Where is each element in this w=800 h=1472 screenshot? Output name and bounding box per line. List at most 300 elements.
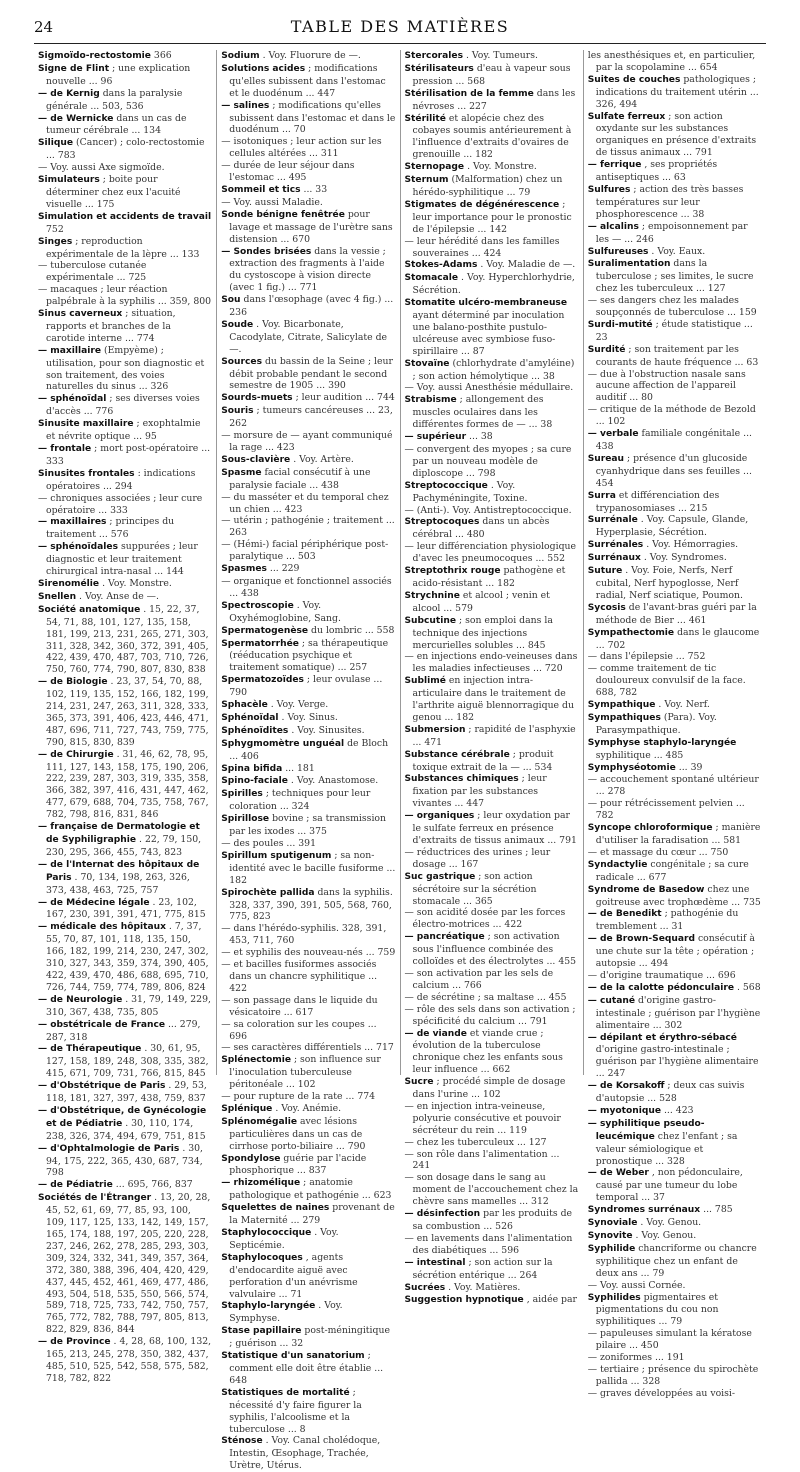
entry-term: Syphilides (587, 1292, 641, 1303)
entry-references: — pour rupture de la rate ... 774 (221, 1091, 376, 1103)
entry-references: ; modifications qu'elles subissent dans l'estomac et le duodénum ... 447 (229, 62, 386, 99)
entry-term: Stovaïne (404, 358, 450, 369)
entry-term: Sinusite maxillaire (38, 419, 134, 430)
entry-term: — dépilant et érythro-sébacé (587, 1032, 737, 1043)
entry-term: — ferrique (587, 160, 642, 171)
index-entry (405, 931, 579, 968)
entry-term: — de Province (38, 1337, 111, 1348)
entry-references: — leur hérédité dans les familles souveraines ... 424 (404, 235, 560, 259)
index-entry (405, 431, 579, 444)
index-entry (405, 358, 579, 383)
entry-term: Spina bifida (221, 763, 283, 774)
index-entry (588, 490, 762, 515)
index-entry (221, 1300, 395, 1325)
index-entry (588, 514, 762, 539)
index-entry (588, 1364, 762, 1388)
entry-term: Statistiques de mortalité (221, 1387, 350, 1398)
index-entry (405, 382, 579, 394)
entry-references: . Voy. Nerf. (658, 699, 710, 711)
entry-term: Sténose (221, 1436, 263, 1447)
index-entry (221, 959, 395, 995)
entry-term: Sucre (404, 1077, 434, 1088)
entry-references: pathologiques ; indications du traitement utérin ... 326, 494 (595, 73, 759, 110)
entry-references: les anesthésiques et, en particulier, par la scopolamine ... 654 (587, 50, 756, 73)
entry-references: . Voy. Genou. (640, 1217, 702, 1229)
index-entry (588, 221, 762, 246)
entry-term: Sommeil et tics (221, 184, 301, 195)
entry-references: facial consécutif à une paralysie faciale ... 438 (229, 466, 371, 491)
entry-term: Solutions acides (221, 63, 306, 74)
entry-references: . Voy. Symphyse. (229, 1300, 343, 1325)
entry-references: . 13, 20, 28, 45, 52, 61, 69, 77, 85, 93, 100, 109, 117, 125, 133, 142, 149, 157, 165, 174, 188, 197, 205, 220, 228, 237, 246, 262, 278, 285, 293, 303, 309, 324, 332, 341, 349, 357, 364, 372, 380, 388, 396, 404, 420, 429, 437, 445, 452, 461, 469, 477, 486, 493, 504, 518, 535, 550, 566, 574, 589, 718, 725, 733, 742, 750, 757, 765, 772, 782, 788, 797, 805, 813, 822, 829, 836, 844 (46, 1192, 211, 1336)
entry-term: — de Neurologie (38, 994, 123, 1005)
index-entry (38, 1105, 212, 1143)
entry-references: d'eau à vapeur sous pression ... 568 (412, 62, 571, 87)
index-entry (38, 308, 212, 345)
entry-term: Surra (587, 490, 616, 501)
entry-references: — convergent des myopes ; sa cure par un nouveau modèle de diploscope ... 798 (404, 444, 572, 479)
entry-references: . 23, 102, 167, 230, 391, 391, 471, 775, 815 (46, 896, 206, 921)
index-entry (588, 1217, 762, 1230)
entry-term: Surrénales (587, 540, 644, 551)
entry-references: guérie par l'acide phosphorique ... 837 (229, 1152, 367, 1177)
index-entry (588, 428, 762, 453)
entry-references: ; techniques pour leur coloration ... 324 (229, 788, 371, 813)
index-entry (221, 197, 395, 209)
index-entry (405, 1137, 579, 1149)
entry-references: — tuberculose cutanée expérimentale ... 725 (38, 260, 147, 284)
index-entry (405, 992, 579, 1004)
entry-term: Suralimentation (587, 259, 671, 270)
index-entry (405, 174, 579, 199)
entry-references: ; empoisonnement par les — ... 246 (595, 220, 748, 245)
index-entry (221, 638, 395, 675)
entry-references: . 568 (736, 981, 761, 993)
entry-term: Sourds-muets (221, 393, 293, 404)
index-entry (221, 50, 395, 63)
entry-references: , ses propriétés antiseptiques ... 63 (595, 159, 718, 184)
index-entry (221, 1350, 395, 1387)
entry-term: Stérilité (404, 113, 446, 124)
index-entry (588, 369, 762, 405)
entry-references: ; ses diverses voies d'accès ... 776 (46, 393, 200, 418)
entry-references: — chroniques associées ; leur cure opératoire ... 333 (38, 492, 203, 516)
entry-term: Stomatite ulcéro-membraneuse (404, 298, 568, 309)
index-entry (38, 418, 212, 443)
index-entry (221, 563, 395, 576)
entry-term: — de Pédiatrie (38, 1180, 113, 1191)
index-entry (588, 404, 762, 428)
index-entry (38, 1336, 212, 1385)
entry-references: ... 785 (703, 1204, 733, 1216)
entry-term: — de l'Internat des hôpitaux de Paris (38, 859, 200, 883)
index-entry (221, 1116, 395, 1153)
entry-references: . Voy. Matières. (448, 1281, 521, 1293)
index-entry (588, 651, 762, 663)
index-entry (221, 1042, 395, 1054)
entry-term: — de la calotte pédonculaire (587, 982, 734, 993)
index-entry (588, 1230, 762, 1243)
index-entry (38, 393, 212, 418)
entry-term: Synovite (587, 1231, 633, 1241)
entry-term: Surdi-mutité (587, 319, 653, 330)
entry-references: (Empyème) ; utilisation, pour son diagnostic et son traitement, des voies naturelles du sinus ... 326 (46, 344, 205, 393)
entry-references: pour lavage et massage de l'urètre sans distension ... 670 (229, 208, 393, 245)
entry-references: — utérin ; pathogénie ; traitement ... 263 (221, 515, 395, 539)
entry-term: Sous-clavière (221, 454, 291, 465)
entry-term: — française de Dermatologie et de Syphiligraphie (38, 822, 200, 845)
index-entry (588, 246, 762, 259)
index-entry (221, 160, 395, 184)
entry-term: — myotonique (587, 1105, 661, 1116)
index-entry (588, 933, 762, 970)
entry-references: — Voy. aussi Anesthésie médullaire. (404, 382, 574, 394)
entry-term: — verbale (587, 429, 639, 440)
index-entry (405, 88, 579, 113)
entry-term: Spirochète pallida (221, 887, 315, 898)
entry-references: . Voy. Genou. (635, 1230, 697, 1241)
entry-term: — de Biologie (38, 677, 108, 688)
index-entry (405, 615, 579, 652)
index-entry (588, 774, 762, 798)
entry-references: ; exophtalmie et névrite optique ... 95 (46, 418, 201, 443)
entry-references: . Voy. Monstre. (102, 577, 172, 589)
entry-references: du lombric ... 558 (311, 624, 395, 636)
entry-references: — réductrices des urines ; leur dosage ... 167 (404, 846, 551, 870)
entry-term: Stigmates de dégénérescence (404, 199, 560, 210)
index-entry (221, 100, 395, 137)
index-entry (588, 627, 762, 652)
entry-term: Syndromes surrénaux (587, 1205, 701, 1216)
index-entry (405, 810, 579, 847)
entry-term: — de Korsakoff (587, 1081, 665, 1092)
index-entry (38, 1179, 212, 1192)
index-entry (405, 724, 579, 749)
entry-term: Stérilisation de la femme (404, 88, 534, 99)
index-entry (221, 136, 395, 160)
index-entry (221, 712, 395, 725)
entry-term: Sympathiques (587, 712, 661, 723)
index-entry (221, 1177, 395, 1202)
entry-references: — des poules ... 391 (221, 838, 316, 849)
entry-term: Sphygmomètre unguéal (221, 738, 345, 749)
index-entry (221, 600, 395, 625)
entry-term: Snellen (38, 591, 77, 602)
entry-references: ; une explication nouvelle ... 96 (46, 62, 191, 87)
index-entry (221, 1103, 395, 1116)
entry-references: — (Anti-). Voy. Antistreptococcique. (404, 504, 572, 516)
entry-references: . 30, 110, 174, 238, 326, 374, 494, 679, 751, 815 (46, 1117, 206, 1142)
entry-term: — de Wernicke (38, 113, 114, 124)
index-entry (588, 982, 762, 995)
entry-references: (Cancer) ; colo-rectostomie ... 783 (46, 137, 205, 162)
index-entry (221, 430, 395, 454)
entry-references: avec lésions particulières dans un cas de cirrhose porto-biliaire ... 790 (229, 1115, 366, 1152)
index-entry (221, 1091, 395, 1103)
entry-references: ... 229 (269, 563, 300, 575)
entry-references: — Voy. aussi Cornée. (587, 1279, 686, 1291)
entry-term: Sycosis (587, 602, 626, 613)
index-column-3 (400, 50, 583, 1306)
entry-references: ; produit toxique extrait de la — ... 534 (412, 748, 554, 773)
entry-references: ; situation, rapports et branches de la carotide interne ... 774 (46, 308, 176, 344)
entry-references: — leur différenciation physiologique d'avec les pneumocoques ... 552 (404, 541, 577, 565)
index-entry (405, 871, 579, 908)
entry-term: Streptocoques (404, 517, 480, 528)
entry-references: ; allongement des muscles oculaires dans les différentes formes de — ... 38 (412, 394, 553, 431)
index-column-2 (216, 50, 399, 1472)
entry-references: . Voy. Maladie de —. (480, 259, 576, 271)
entry-references: , agents d'endocardite aiguë avec perforation d'un anévrisme valvulaire ... 71 (229, 1251, 358, 1300)
entry-term: — d'Obstétrique, de Gynécologie et de Pédiatrie (38, 1105, 207, 1129)
entry-references: ; principes du traitement ... 576 (46, 516, 175, 541)
entry-references: . Voy. Monstre. (467, 161, 537, 173)
index-entry (405, 590, 579, 615)
entry-references: ... 181 (285, 762, 315, 774)
index-entry (38, 516, 212, 541)
entry-term: — d'Ophtalmologie de Paris (38, 1143, 180, 1154)
entry-references: ; son activation sous l'influence combinée des colloïdes et des électrolytes ... 455 (412, 931, 577, 968)
entry-references: et viande crue ; évolution de la tuberculose chronique chez les enfants sous leur influence ... 662 (412, 1027, 563, 1076)
running-header (0, 14, 800, 38)
index-entry (221, 1019, 395, 1043)
entry-references: suppurées ; leur diagnostic et leur traitement chirurgical intra-nasal ... 144 (46, 541, 198, 578)
index-entry (38, 821, 212, 859)
index-entry (221, 725, 395, 738)
entry-references: — ses dangers chez les malades soupçonnés de tuberculose ... 159 (587, 295, 757, 319)
entry-references: . 15, 22, 37, 54, 71, 88, 101, 127, 135, 158, 181, 199, 213, 231, 265, 271, 303, 311, 328, 342, 360, 372, 391, 405, 422, 439, 470, 487, 703, 710, 726, 750, 760, 774, 790, 807, 830, 838 (46, 603, 209, 676)
index-entry (221, 1153, 395, 1178)
entry-references: — critique de la méthode de Bezold ... 102 (587, 404, 756, 428)
index-entry (38, 994, 212, 1019)
entry-term: Sodium (221, 51, 260, 61)
entry-term: Sirenomélie (38, 578, 100, 589)
index-entry (38, 859, 212, 897)
entry-references: (Para). Voy. Parasympathique. (595, 711, 717, 736)
entry-references: dans un cas de tumeur cérébrale ... 134 (46, 112, 187, 137)
entry-references: chez l'enfant ; sa valeur sémiologique et pronostique ... 328 (595, 1130, 738, 1167)
entry-references: — graves développées au voisi- (587, 1387, 736, 1399)
index-entry (221, 887, 395, 924)
index-entry (221, 454, 395, 467)
index-entry (221, 405, 395, 430)
entry-term: Staphylo-laryngée (221, 1301, 316, 1312)
entry-references: . Voy. Syndromes. (643, 552, 727, 564)
index-entry (405, 1076, 579, 1101)
entry-term: Suites de couches (587, 74, 681, 85)
entry-references: dans la tuberculose ; ses limites, le sucre chez les tuberculeux ... 127 (595, 258, 754, 295)
index-entry (38, 1143, 212, 1180)
entry-references: ; pathogénie du tremblement ... 31 (595, 908, 739, 933)
entry-references: . Voy. Foie, Nerfs, Nerf cubital, Nerf hypoglosse, Nerf radial, Nerf sciatique, Poumon. (595, 565, 743, 601)
entry-references: ... 695, 766, 837 (115, 1179, 193, 1191)
index-entry (405, 1101, 579, 1137)
entry-references: — en injections endo-veineuses dans les maladies infectieuses ... 720 (404, 651, 578, 675)
index-entry (38, 88, 212, 113)
index-entry (38, 468, 212, 493)
index-column-4 (583, 50, 766, 1399)
index-entry (405, 1208, 579, 1233)
entry-references: ; sa non-identité avec le bacille fusiforme ... 182 (229, 849, 396, 886)
entry-term: Sphénoïdites (221, 725, 289, 736)
index-entry (38, 174, 212, 211)
entry-term: Suture (587, 566, 623, 577)
entry-references: — et massage du cœur ... 750 (587, 846, 729, 858)
entry-references: — papuleuses simulant la kératose pilaire ... 450 (587, 1328, 752, 1352)
entry-term: Silique (38, 138, 74, 149)
entry-term: Stokes-Adams (404, 260, 478, 271)
entry-references: post-méningitique ; guérison ... 32 (229, 1325, 390, 1350)
index-entry (38, 493, 212, 517)
entry-term: Singes (38, 236, 73, 247)
entry-term: Staphylocoques (221, 1252, 303, 1263)
entry-term: Sulfures (587, 184, 631, 195)
entry-references: , aidée par (526, 1294, 577, 1306)
entry-references: . Voy. Oxyhémoglobine, Sang. (229, 599, 341, 624)
index-entry (38, 604, 212, 676)
entry-references: dans un abcès cérébral ... 480 (412, 516, 550, 541)
index-entry (38, 50, 212, 63)
index-entry (38, 284, 212, 308)
entry-references: . 70, 134, 198, 263, 326, 373, 438, 463, 725, 757 (46, 871, 190, 896)
index-entry (588, 602, 762, 627)
index-entry (588, 111, 762, 160)
entry-term: — alcalins (587, 221, 639, 232)
entry-references: dans la syphilis. 328, 337, 390, 391, 505, 568, 760, 775, 823 (229, 886, 393, 923)
entry-references: d'origine gastro-intestinale ; guérison par l'hygiène alimentaire ... 247 (595, 1044, 759, 1080)
index-entry (38, 260, 212, 284)
index-entry (221, 738, 395, 763)
entry-term: Sureau (587, 453, 625, 464)
entry-references: ; leur importance pour le pronostic de l'épilepsie ... 142 (412, 198, 572, 235)
entry-references: ; étude statistique ... 23 (595, 318, 753, 343)
index-entry (405, 297, 579, 358)
entry-references: pathogène et acido-résistant ... 182 (412, 565, 566, 589)
entry-references: et alcool ; venin et alcool ... 579 (412, 589, 550, 614)
entry-references: ; boite pour déterminer chez eux l'acuité visuelle ... 175 (46, 174, 181, 210)
index-entry (405, 516, 579, 541)
index-entry (588, 1352, 762, 1364)
index-entry (588, 1105, 762, 1118)
entry-references: dans la paralysie générale ... 503, 536 (46, 87, 183, 112)
entry-references: . 31, 79, 149, 229, 310, 367, 438, 735, 805 (46, 993, 211, 1018)
entry-references: ; reproduction expérimentale de la lèpre ... 133 (46, 235, 200, 260)
index-entry (405, 1282, 579, 1295)
index-entry (405, 565, 579, 590)
entry-references: et alopécie chez des cobayes soumis antérieurement à l'influence d'extraits d'ovaires de grenouille ... 182 (412, 112, 572, 161)
index-entry (221, 319, 395, 356)
index-entry (588, 344, 762, 369)
entry-term: — de viande (404, 1028, 467, 1039)
entry-references: ; nécessité d'y faire figurer la syphilis, l'alcoolisme et la tuberculose ... 8 (229, 1386, 362, 1435)
entry-references: . 31, 46, 62, 78, 95, 111, 127, 143, 158, 175, 190, 206, 222, 239, 287, 303, 319, 335, 358, 366, 382, 397, 416, 431, 447, 462, 477, 679, 688, 704, 735, 758, 767, 782, 798, 816, 831, 846 (46, 748, 209, 821)
entry-term: Syphilide (587, 1243, 636, 1254)
entry-term: — de Thérapeutique (38, 1044, 142, 1055)
index-entry (405, 480, 579, 505)
entry-references: ; présence d'un glucoside cyanhydrique dans ses feuilles ... 454 (595, 452, 752, 489)
entry-term: — de Benedikt (587, 909, 662, 920)
index-entry (221, 1227, 395, 1252)
entry-term: Symphyséotomie (587, 762, 676, 773)
entry-term: Surrénale (587, 515, 638, 526)
entry-term: — désinfection (404, 1209, 481, 1220)
entry-term: Spirillose (221, 814, 270, 825)
entry-term: Sternopage (404, 162, 465, 173)
index-entry (405, 1149, 579, 1173)
index-entry (221, 1054, 395, 1091)
index-entry (405, 50, 579, 63)
entry-term: — syphilitique pseudo-leucémique (587, 1118, 705, 1142)
index-entry (38, 137, 212, 162)
entry-references: ; comment elle doit être établie ... 648 (229, 1350, 384, 1386)
index-entry (405, 1294, 579, 1307)
entry-term: — organiques (404, 811, 475, 822)
entry-references: — isotoniques ; leur action sur les cellules altérées ... 311 (221, 136, 382, 160)
index-entry (221, 788, 395, 813)
entry-references: ... 423 (663, 1104, 694, 1116)
entry-references: familiale congénitale ... 438 (595, 428, 752, 452)
entry-references: chancriforme ou chancre syphilitique chez un enfant de deux ans ... 79 (595, 1242, 757, 1279)
entry-term: Spasme (221, 467, 262, 478)
index-entry (221, 850, 395, 887)
entry-references: : indications opératoires ... 294 (46, 467, 196, 492)
index-entry (588, 1118, 762, 1168)
entry-references: — rôle des sels dans son activation ; spécificité du calcium ... 791 (404, 1003, 576, 1027)
entry-references: . Voy. Verge. (270, 699, 329, 711)
entry-references: . Voy. Anémie. (275, 1102, 342, 1114)
index-entry (221, 1252, 395, 1301)
entry-references: . Voy. Pachyméningite, Toxine. (412, 479, 528, 504)
entry-references: ; sa thérapeutique (rééducation psychique et traitement somatique) ... 257 (229, 637, 389, 674)
entry-references: ; son emploi dans la technique des injections mercurielles solubles ... 845 (412, 614, 553, 651)
entry-references: de l'avant-bras guéri par la méthode de Bier ... 461 (595, 601, 757, 626)
index-entry (38, 1080, 212, 1105)
index-entry (221, 356, 395, 393)
index-entry (588, 565, 762, 602)
entry-references: — comme traitement de tic douloureux convulsif de la face. 688, 782 (587, 663, 746, 699)
index-entry (221, 763, 395, 776)
entry-references: en injection intra-articulaire dans le traitement de l'arthrite aiguë blennorragique du genou ... 182 (412, 675, 574, 723)
index-entry (405, 63, 579, 88)
entry-term: Souris (221, 406, 254, 417)
entry-term: Sigmoïdo-rectostomie (38, 51, 151, 61)
entry-term: — maxillaire (38, 345, 101, 356)
index-entry (221, 947, 395, 959)
entry-term: — Sondes brisées (221, 246, 312, 257)
entry-references: ; son influence sur l'inoculation tuberculeuse péritonéale ... 102 (229, 1054, 381, 1091)
index-entry (588, 453, 762, 490)
index-entry (221, 1387, 395, 1436)
index-column-1 (34, 50, 216, 1384)
entry-references: ; son traitement par les courants de haute fréquence ... 63 (595, 343, 759, 368)
index-entry (405, 505, 579, 517)
entry-term: Substance cérébrale (404, 749, 510, 760)
entry-references: — morsure de — ayant communiqué la rage ... 423 (221, 430, 393, 453)
entry-references: ... 39 (678, 761, 703, 773)
entry-term: — d'Obstétrique de Paris (38, 1081, 166, 1092)
entry-references: — zoniformes ... 191 (587, 1352, 685, 1364)
entry-term: Sympathectomie (587, 627, 675, 638)
entry-term: Stase papillaire (221, 1326, 302, 1337)
entry-term: Sublimé (404, 676, 446, 687)
entry-term: Splénomégalie (221, 1116, 298, 1127)
index-entry (588, 1204, 762, 1217)
index-entry (588, 859, 762, 884)
entry-references: — due à l'obstruction nasale sans aucune affection de l'appareil auditif ... 80 (587, 368, 746, 404)
entry-term: Spirillum sputigenum (221, 850, 332, 861)
entry-references: — organique et fonctionnel associés ... 438 (221, 575, 392, 599)
index-entry (588, 1280, 762, 1292)
